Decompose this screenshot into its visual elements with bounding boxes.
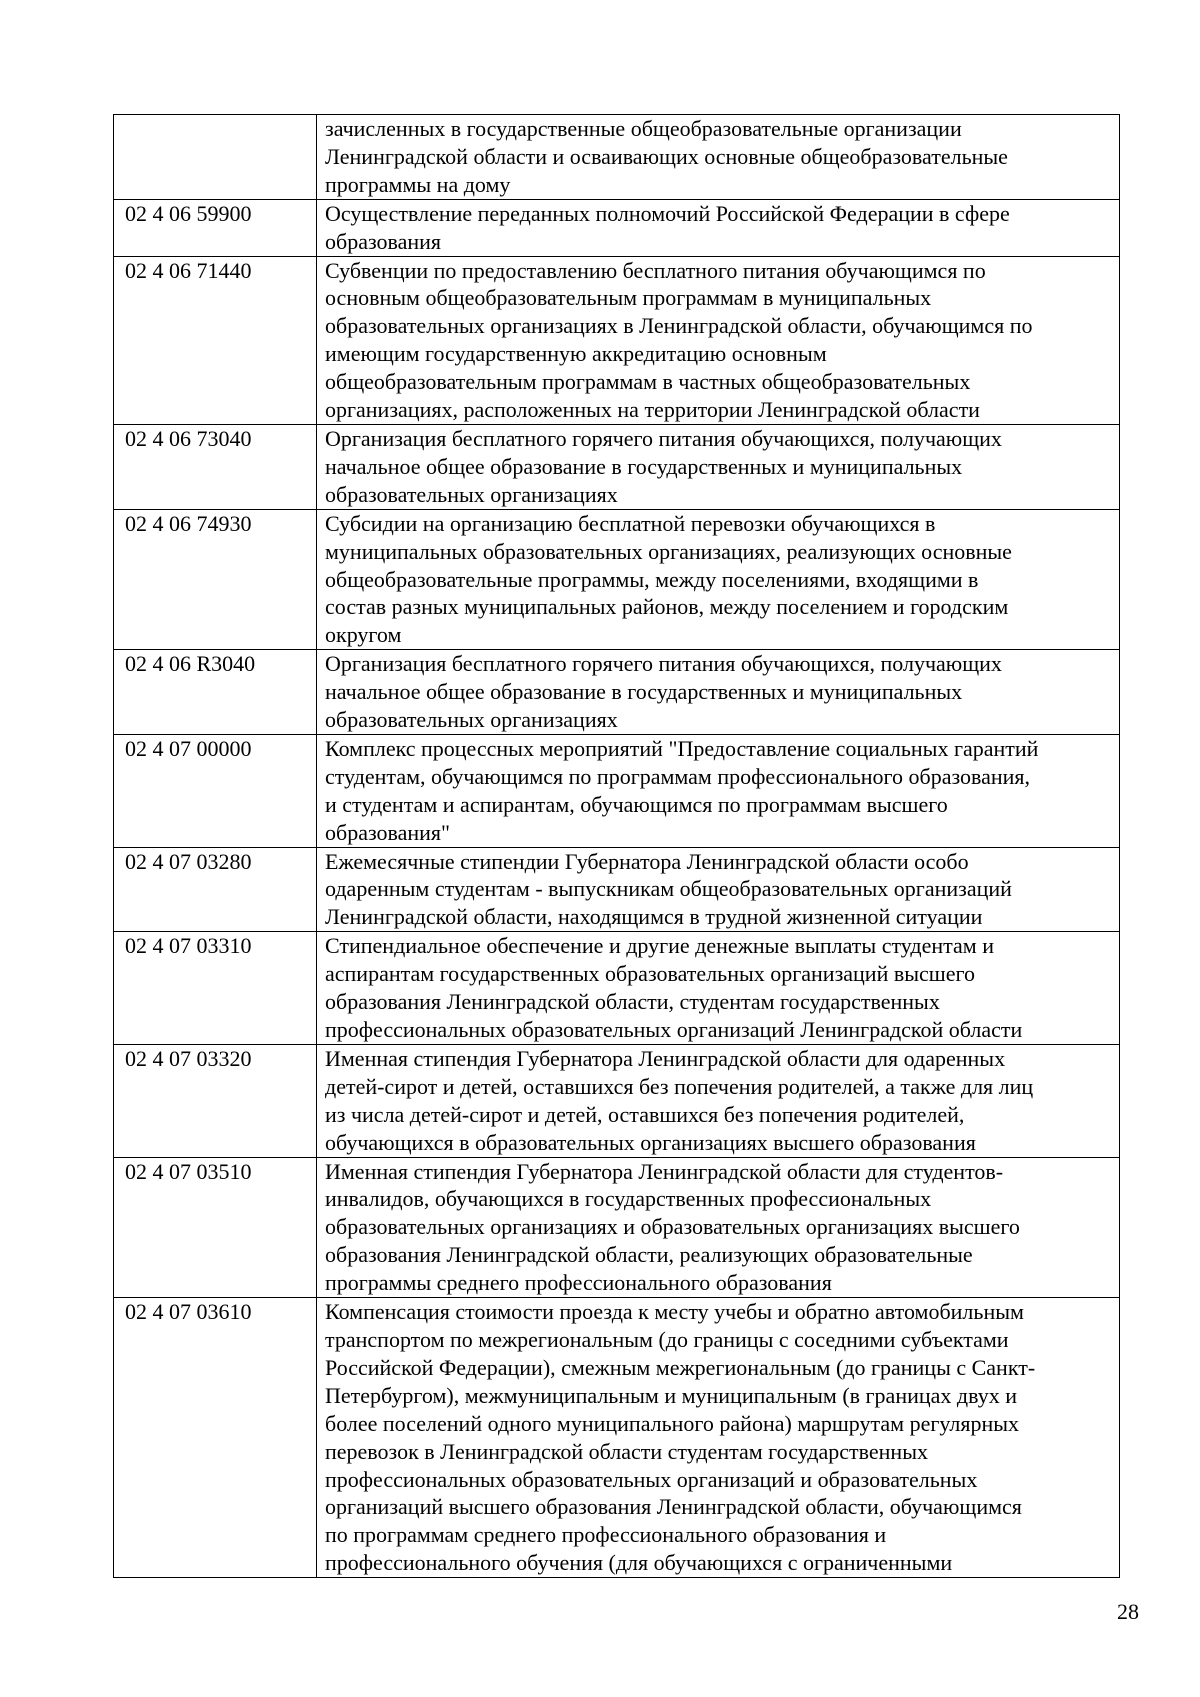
item-description: Субвенции по предоставлению бесплатного питания обучающимся по основным общеобразовательным программам в муниципальных образовательных организациях в Ленинградской области, обучающимся по имеющим государственную аккредитацию основным общеобразовательным программам в частных общеобразовательных организациях, расположенных на территории Ленинградской области: [317, 256, 1120, 424]
page-number: 28: [1117, 1599, 1139, 1624]
classification-code: 02 4 07 03310: [114, 932, 317, 1045]
item-description: Организация бесплатного горячего питания обучающихся, получающих начальное общее образование в государственных и муниципальных образовательных организациях: [317, 424, 1120, 509]
classification-code: 02 4 07 00000: [114, 734, 317, 847]
item-description: Стипендиальное обеспечение и другие денежные выплаты студентам и аспирантам государственных образовательных организаций высшего образования Ленинградской области, студентам государственных профессиональных образовательных организаций Ленинградской области: [317, 932, 1120, 1045]
table-row: [114, 932, 1120, 1045]
classification-code: 02 4 07 03280: [114, 847, 317, 932]
classification-code: [114, 115, 317, 200]
classification-code: 02 4 07 03510: [114, 1157, 317, 1298]
classification-code: 02 4 06 74930: [114, 509, 317, 650]
table-row: [114, 424, 1120, 509]
table-row: [114, 509, 1120, 650]
item-description: Ежемесячные стипендии Губернатора Ленинградской области особо одаренным студентам - выпускникам общеобразовательных организаций Ленинградской области, находящимся в трудной жизненной ситуации: [317, 847, 1120, 932]
classification-code: 02 4 06 73040: [114, 424, 317, 509]
table-row: [114, 115, 1120, 200]
classification-code: 02 4 07 03320: [114, 1044, 317, 1157]
budget-classification-table: [113, 114, 1120, 1578]
item-description: Именная стипендия Губернатора Ленинградской области для студентов- инвалидов, обучающихся в государственных профессиональных образовательных организациях и образовательных организациях высшего образования Ленинградской области, реализующих образовательные программы среднего профессионального образования: [317, 1157, 1120, 1298]
item-description: Компенсация стоимости проезда к месту учебы и обратно автомобильным транспортом по межрегиональным (до границы с соседними субъектами Российской Федерации), смежным межрегиональным (до границы с Санкт- Петербургом), межмуниципальным и муниципальным (в границах двух и более поселений одного муниципального района) маршрутам регулярных перевозок в Ленинградской области студентам государственных профессиональных образовательных организаций и образовательных организаций высшего образования Ленинградской области, обучающимся по программам среднего профессионального образования и профессионального обучения (для обучающихся с ограниченными: [317, 1298, 1120, 1578]
classification-code: 02 4 06 59900: [114, 199, 317, 256]
item-description: зачисленных в государственные общеобразовательные организации Ленинградской области и осваивающих основные общеобразовательные программы на дому: [317, 115, 1120, 200]
classification-code: 02 4 06 R3040: [114, 650, 317, 735]
table-row: [114, 1044, 1120, 1157]
table-row: [114, 1157, 1120, 1298]
table-row: [114, 847, 1120, 932]
item-description: Именная стипендия Губернатора Ленинградской области для одаренных детей-сирот и детей, оставшихся без попечения родителей, а также для лиц из числа детей-сирот и детей, оставшихся без попечения родителей, обучающихся в образовательных организациях высшего образования: [317, 1044, 1120, 1157]
item-description: Комплекс процессных мероприятий "Предоставление социальных гарантий студентам, обучающимся по программам профессионального образования, и студентам и аспирантам, обучающимся по программам высшего образования": [317, 734, 1120, 847]
classification-code: 02 4 06 71440: [114, 256, 317, 424]
table-row: [114, 650, 1120, 735]
table-row: [114, 256, 1120, 424]
table-row: [114, 1298, 1120, 1578]
classification-code: 02 4 07 03610: [114, 1298, 317, 1578]
table-row: [114, 734, 1120, 847]
item-description: Организация бесплатного горячего питания обучающихся, получающих начальное общее образование в государственных и муниципальных образовательных организациях: [317, 650, 1120, 735]
item-description: Субсидии на организацию бесплатной перевозки обучающихся в муниципальных образовательных организациях, реализующих основные общеобразовательные программы, между поселениями, входящими в состав разных муниципальных районов, между поселением и городским округом: [317, 509, 1120, 650]
item-description: Осуществление переданных полномочий Российской Федерации в сфере образования: [317, 199, 1120, 256]
table-row: [114, 199, 1120, 256]
